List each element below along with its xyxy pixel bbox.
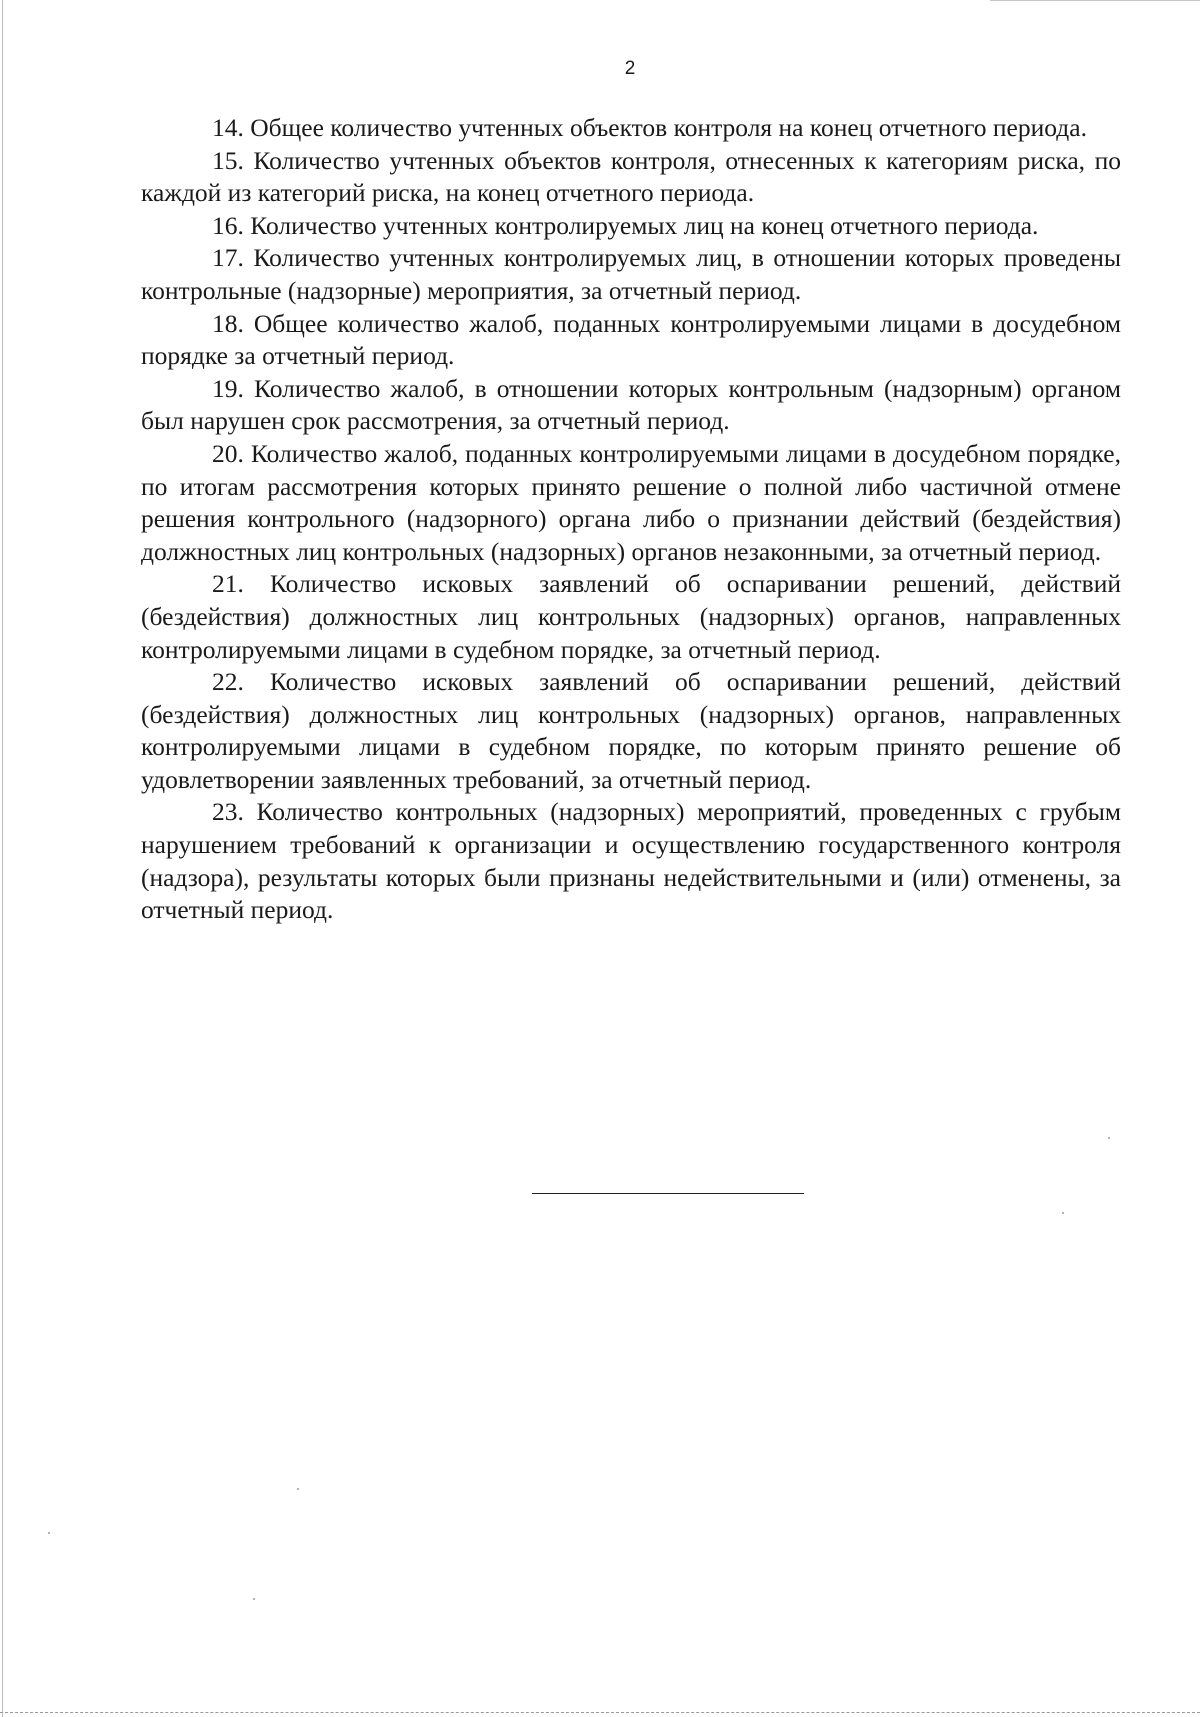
paragraph-16: 16. Количество учтенных контролируемых лиц на конец отчетного периода. [212, 210, 1039, 240]
scan-speck [253, 1598, 255, 1600]
paragraph-14: 14. Общее количество учтенных объектов контроля на конец отчетного периода. [212, 113, 1087, 142]
scan-speck [1108, 1137, 1110, 1139]
paragraph-19: 19. Количество жалоб, в отношении которых контрольным (надзорным) органом был нарушен срок рассмотрения, за отчетный период. [141, 373, 1121, 436]
paragraph-15: 15. Количество учтенных объектов контроля, отнесенных к категориям риска, по каждой из категорий риска, на конец отчетного периода. [141, 145, 1121, 208]
scan-speck [48, 1532, 50, 1534]
scan-edge-top [990, 0, 1200, 1]
end-rule-divider [532, 1193, 804, 1194]
paragraph-21: 21. Количество исковых заявлений об оспаривании решений, действий (бездействия) должностных лиц контрольных (надзорных) органов, направленных контролируемыми лицами в судебном порядке, за отчетный период. [141, 569, 1121, 664]
scan-edge-left [2, 0, 3, 1717]
scan-speck [1062, 1212, 1064, 1214]
paragraph-17: 17. Количество учтенных контролируемых лиц, в отношении которых проведены контрольные (надзорные) мероприятия, за отчетный период. [141, 243, 1121, 305]
paragraph-23: 23. Количество контрольных (надзорных) мероприятий, проведенных с грубым нарушением требований к организации и осуществлению государственного контроля (надзора), результаты которых были признаны недействительными и (или) отменены, за отчетный период. [141, 797, 1121, 925]
paragraph-18: 18. Общее количество жалоб, поданных контролируемыми лицами в досудебном порядке за отчетный период. [141, 308, 1121, 371]
paragraph-20: 20. Количество жалоб, поданных контролируемыми лицами в досудебном порядке, по итогам рассмотрения которых принято решение о полной либо частичной отмене решения контрольного (надзорного) органа либо о признании действий (бездействия) должностных лиц контрольных (надзорных) органов незаконными, за отчетный период. [141, 438, 1121, 566]
paragraph-22: 22. Количество исковых заявлений об оспаривании решений, действий (бездействия) должностных лиц контрольных (надзорных) органов, направленных контролируемыми лицами в судебном порядке, по которым принято решение об удовлетворении заявленных требований, за отчетный период. [141, 667, 1121, 794]
scan-speck [297, 1488, 299, 1490]
page-number: 2 [624, 58, 636, 79]
document-body [141, 112, 1121, 927]
scan-edge-bottom [0, 1712, 1200, 1713]
